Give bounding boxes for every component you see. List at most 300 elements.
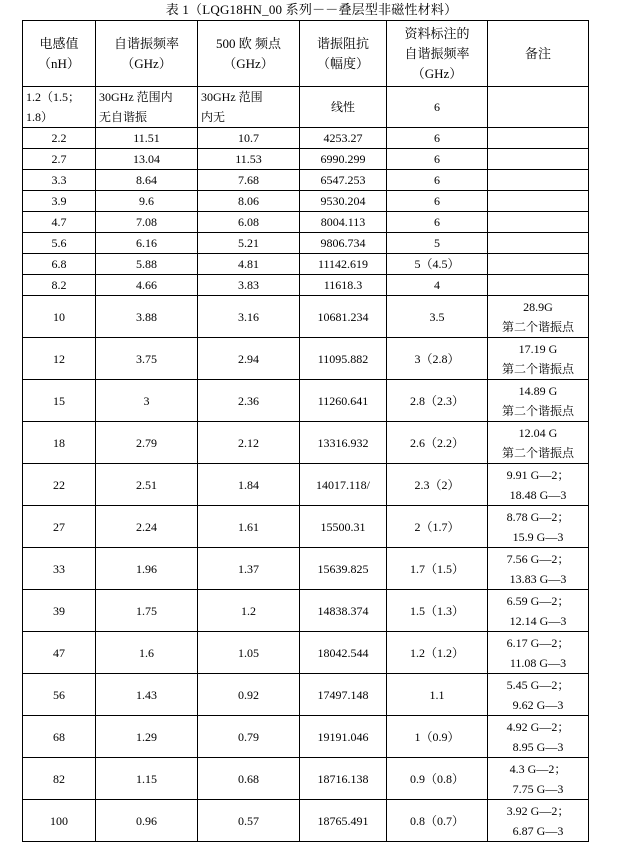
freq500-cell-line: 0.68	[238, 771, 259, 786]
table-row	[23, 87, 589, 128]
inductance-cell-line: 18	[53, 435, 65, 450]
note-cell-line: 13.83 G—3	[509, 571, 567, 586]
freq500-cell	[198, 254, 300, 275]
srf-cell-line: 0.96	[136, 813, 157, 828]
spec-srf-cell	[387, 590, 488, 632]
srf-cell-line: 6.16	[136, 236, 157, 250]
spec-srf-cell-line: 5	[434, 236, 440, 250]
header-spec-srf-line: （GHz）	[411, 65, 463, 81]
note-cell-line: 4.3 G—2；	[509, 761, 567, 776]
impedance-cell-line: 6990.299	[320, 152, 366, 166]
spec-srf-cell	[387, 128, 488, 149]
freq500-cell-line: 内无	[201, 110, 226, 124]
srf-cell	[96, 506, 198, 548]
freq500-cell	[198, 758, 300, 800]
table-row	[23, 212, 589, 233]
impedance-cell-line: 11260.641	[317, 393, 369, 408]
inductance-cell-line: 1.2（1.5；	[26, 90, 81, 104]
spec-srf-cell-line: 4	[434, 278, 440, 292]
impedance-cell	[300, 758, 387, 800]
spec-srf-cell	[387, 800, 488, 842]
spec-srf-cell-line: 2.3（2）	[414, 477, 460, 492]
freq500-cell-line: 4.81	[238, 257, 259, 271]
note-cell	[488, 128, 589, 149]
impedance-cell	[300, 506, 387, 548]
table-row	[23, 464, 589, 506]
freq500-cell	[198, 590, 300, 632]
srf-cell	[96, 170, 198, 191]
inductance-cell-line: 33	[53, 561, 65, 576]
inductance-cell-line: 15	[53, 393, 65, 408]
spec-srf-cell	[387, 464, 488, 506]
table-row	[23, 296, 589, 338]
srf-cell-line: 无自谐振	[99, 110, 148, 124]
note-cell-line: 6.87 G—3	[512, 823, 564, 838]
impedance-cell	[300, 275, 387, 296]
srf-cell-line: 2.51	[136, 477, 157, 492]
freq500-cell	[198, 149, 300, 170]
inductance-cell	[23, 212, 96, 233]
spec-srf-cell-line: 2.8（2.3）	[409, 393, 464, 408]
spec-srf-cell-line: 0.9（0.8）	[409, 771, 464, 786]
spec-srf-cell-line: 5（4.5）	[414, 257, 460, 271]
impedance-cell	[300, 464, 387, 506]
spec-srf-cell-line: 6	[434, 131, 440, 145]
inductance-cell	[23, 296, 96, 338]
impedance-cell-line: 11618.3	[323, 278, 363, 292]
header-impedance-line: 谐振阻抗	[316, 35, 369, 51]
spec-srf-cell	[387, 674, 488, 716]
srf-cell-line: 3.75	[136, 351, 157, 366]
inductance-cell-line: 3.3	[51, 173, 67, 187]
inductance-cell	[23, 674, 96, 716]
impedance-cell-line: 9806.734	[320, 236, 366, 250]
srf-cell	[96, 380, 198, 422]
header-srf	[96, 21, 198, 87]
impedance-cell-line: 17497.148	[317, 687, 369, 702]
note-cell	[488, 548, 589, 590]
header-row	[23, 21, 589, 87]
freq500-cell	[198, 212, 300, 233]
inductance-cell-line: 5.6	[51, 236, 67, 250]
table-row	[23, 275, 589, 296]
table-row	[23, 800, 589, 842]
freq500-cell-line: 6.08	[238, 215, 259, 229]
spec-srf-cell-line: 2.6（2.2）	[409, 435, 464, 450]
note-cell-line: 17.19 G	[518, 341, 558, 356]
inductance-cell	[23, 506, 96, 548]
inductor-table	[22, 20, 589, 842]
spec-srf-cell	[387, 170, 488, 191]
srf-cell-line: 13.04	[133, 152, 160, 166]
spec-srf-cell-line: 1.1	[429, 687, 445, 702]
note-cell	[488, 254, 589, 275]
inductance-cell-line: 4.7	[51, 215, 67, 229]
impedance-cell	[300, 590, 387, 632]
freq500-cell-line: 1.61	[238, 519, 259, 534]
inductance-cell	[23, 128, 96, 149]
impedance-cell	[300, 170, 387, 191]
note-cell-line: 8.95 G—3	[512, 739, 564, 754]
table-row	[23, 191, 589, 212]
freq500-cell-line: 30GHz 范围	[201, 90, 263, 104]
spec-srf-cell	[387, 380, 488, 422]
srf-cell	[96, 128, 198, 149]
note-cell-line: 18.48 G—3	[509, 487, 567, 502]
impedance-cell	[300, 87, 387, 128]
note-cell-line: 第二个谐振点	[501, 319, 574, 334]
note-cell	[488, 191, 589, 212]
table-row	[23, 338, 589, 380]
inductance-cell-line: 2.2	[51, 131, 67, 145]
srf-cell	[96, 254, 198, 275]
header-500ohm-freq	[198, 21, 300, 87]
freq500-cell	[198, 191, 300, 212]
note-cell-line: 6.17 G—2；	[506, 635, 570, 650]
srf-cell	[96, 716, 198, 758]
note-cell	[488, 275, 589, 296]
inductance-cell	[23, 149, 96, 170]
impedance-cell	[300, 548, 387, 590]
impedance-cell-line: 14017.118/	[316, 477, 370, 492]
header-500ohm-freq-line: （GHz）	[223, 55, 274, 71]
table-row	[23, 758, 589, 800]
inductance-cell-line: 47	[53, 645, 65, 660]
spec-srf-cell-line: 6	[434, 152, 440, 166]
srf-cell-line: 4.66	[136, 278, 157, 292]
srf-cell-line: 7.08	[136, 215, 157, 229]
header-note-line: 备注	[524, 45, 551, 61]
note-cell-line: 4.92 G—2；	[506, 719, 570, 734]
freq500-cell-line: 2.36	[238, 393, 259, 408]
spec-srf-cell	[387, 758, 488, 800]
srf-cell-line: 1.96	[136, 561, 157, 576]
freq500-cell	[198, 275, 300, 296]
note-cell	[488, 758, 589, 800]
freq500-cell	[198, 233, 300, 254]
inductance-cell-line: 2.7	[51, 152, 67, 166]
inductance-cell	[23, 800, 96, 842]
note-cell-line: 第二个谐振点	[501, 445, 574, 460]
impedance-cell	[300, 254, 387, 275]
header-impedance	[300, 21, 387, 87]
inductance-cell	[23, 191, 96, 212]
spec-srf-cell-line: 0.8（0.7）	[409, 813, 464, 828]
srf-cell-line: 8.64	[136, 173, 157, 187]
freq500-cell-line: 5.21	[238, 236, 259, 250]
srf-cell-line: 30GHz 范围内	[99, 90, 173, 104]
inductance-cell	[23, 590, 96, 632]
freq500-cell-line: 11.53	[235, 152, 262, 166]
note-cell-line: 8.78 G—2；	[506, 509, 570, 524]
freq500-cell-line: 1.37	[238, 561, 259, 576]
freq500-cell	[198, 87, 300, 128]
header-impedance-line: （幅度）	[316, 55, 369, 71]
freq500-cell-line: 1.05	[238, 645, 259, 660]
header-inductance-line: （nH）	[38, 55, 80, 71]
table-row	[23, 128, 589, 149]
inductance-cell-line: 100	[50, 813, 68, 828]
srf-cell-line: 2.24	[136, 519, 157, 534]
srf-cell-line: 3	[143, 393, 150, 408]
note-cell-line: 第二个谐振点	[501, 361, 574, 376]
inductance-cell-line: 56	[53, 687, 65, 702]
spec-srf-cell	[387, 149, 488, 170]
spec-srf-cell	[387, 275, 488, 296]
table-row	[23, 548, 589, 590]
note-cell	[488, 716, 589, 758]
srf-cell	[96, 590, 198, 632]
note-cell	[488, 632, 589, 674]
freq500-cell-line: 3.16	[238, 309, 259, 324]
impedance-cell	[300, 674, 387, 716]
srf-cell-line: 11.51	[133, 131, 160, 145]
note-cell	[488, 674, 589, 716]
freq500-cell	[198, 338, 300, 380]
table-row	[23, 233, 589, 254]
note-cell-line: 12.14 G—3	[509, 613, 567, 628]
impedance-cell	[300, 422, 387, 464]
header-srf-line: 自谐振频率	[113, 35, 179, 51]
note-cell	[488, 87, 589, 128]
spec-srf-cell	[387, 254, 488, 275]
inductance-cell	[23, 254, 96, 275]
spec-srf-cell-line: 1.7（1.5）	[409, 561, 464, 576]
srf-cell	[96, 758, 198, 800]
note-cell	[488, 464, 589, 506]
impedance-cell-line: 10681.234	[317, 309, 369, 324]
freq500-cell	[198, 296, 300, 338]
srf-cell-line: 1.75	[136, 603, 157, 618]
srf-cell	[96, 338, 198, 380]
header-note	[488, 21, 589, 87]
inductance-cell-line: 8.2	[51, 278, 67, 292]
spec-srf-cell	[387, 233, 488, 254]
impedance-cell-line: 15639.825	[317, 561, 369, 576]
note-cell	[488, 422, 589, 464]
srf-cell-line: 5.88	[136, 257, 157, 271]
impedance-cell	[300, 191, 387, 212]
header-spec-srf	[387, 21, 488, 87]
freq500-cell	[198, 422, 300, 464]
freq500-cell	[198, 800, 300, 842]
note-cell-line: 14.89 G	[518, 383, 558, 398]
inductance-cell-line: 6.8	[51, 257, 67, 271]
freq500-cell-line: 1.84	[238, 477, 259, 492]
spec-srf-cell	[387, 422, 488, 464]
inductance-cell	[23, 380, 96, 422]
freq500-cell-line: 8.06	[238, 194, 259, 208]
srf-cell-line: 9.6	[139, 194, 154, 208]
impedance-cell-line: 19191.046	[317, 729, 369, 744]
header-spec-srf-line: 资料标注的	[404, 25, 470, 41]
table-caption: 表 1（LQG18HN_00 系列－－叠层型非磁性材料）	[165, 2, 458, 17]
freq500-cell-line: 2.94	[238, 351, 259, 366]
spec-srf-cell-line: 1.5（1.3）	[409, 603, 464, 618]
inductance-cell-line: 3.9	[51, 194, 67, 208]
spec-srf-cell-line: 1（0.9）	[414, 729, 460, 744]
inductance-cell-line: 22	[53, 477, 65, 492]
note-cell	[488, 149, 589, 170]
inductance-cell	[23, 422, 96, 464]
impedance-cell	[300, 800, 387, 842]
spec-srf-cell	[387, 632, 488, 674]
freq500-cell	[198, 674, 300, 716]
freq500-cell-line: 0.79	[238, 729, 259, 744]
note-cell-line: 15.9 G—3	[512, 529, 564, 544]
srf-cell	[96, 422, 198, 464]
spec-srf-cell	[387, 548, 488, 590]
freq500-cell-line: 3.83	[238, 278, 259, 292]
spec-srf-cell-line: 6	[434, 215, 440, 229]
srf-cell	[96, 632, 198, 674]
srf-cell	[96, 548, 198, 590]
impedance-cell-line: 4253.27	[323, 131, 363, 145]
impedance-cell-line: 11095.882	[317, 351, 369, 366]
note-cell-line: 6.59 G—2；	[506, 593, 570, 608]
freq500-cell	[198, 380, 300, 422]
note-cell	[488, 590, 589, 632]
impedance-cell-line: 11142.619	[317, 257, 369, 271]
srf-cell-line: 1.6	[139, 645, 154, 660]
impedance-cell-line: 14838.374	[317, 603, 369, 618]
impedance-cell	[300, 296, 387, 338]
note-cell	[488, 800, 589, 842]
srf-cell	[96, 233, 198, 254]
impedance-cell-line: 13316.932	[317, 435, 369, 450]
srf-cell-line: 1.43	[136, 687, 157, 702]
freq500-cell	[198, 506, 300, 548]
note-cell	[488, 212, 589, 233]
impedance-cell-line: 9530.204	[320, 194, 366, 208]
freq500-cell	[198, 548, 300, 590]
freq500-cell	[198, 170, 300, 191]
inductance-cell-line: 27	[53, 519, 65, 534]
note-cell-line: 5.45 G—2；	[506, 677, 570, 692]
impedance-cell	[300, 632, 387, 674]
inductance-cell-line: 68	[53, 729, 65, 744]
srf-cell	[96, 275, 198, 296]
spec-srf-cell	[387, 716, 488, 758]
spec-srf-cell-line: 6	[434, 173, 440, 187]
header-spec-srf-line: 自谐振频率	[404, 45, 470, 61]
freq500-cell	[198, 632, 300, 674]
srf-cell-line: 3.88	[136, 309, 157, 324]
header-inductance	[23, 21, 96, 87]
note-cell	[488, 380, 589, 422]
srf-cell-line: 1.29	[136, 729, 157, 744]
inductance-cell-line: 10	[53, 309, 65, 324]
inductance-cell	[23, 87, 96, 128]
srf-cell	[96, 191, 198, 212]
spec-srf-cell-line: 1.2（1.2）	[409, 645, 464, 660]
table-row	[23, 422, 589, 464]
spec-srf-cell-line: 6	[434, 194, 440, 208]
impedance-cell-line: 8004.113	[320, 215, 366, 229]
impedance-cell-line: 18765.491	[317, 813, 369, 828]
freq500-cell-line: 0.57	[238, 813, 259, 828]
impedance-cell	[300, 338, 387, 380]
note-cell-line: 11.08 G—3	[509, 655, 567, 670]
freq500-cell-line: 7.68	[238, 173, 259, 187]
table-row	[23, 380, 589, 422]
srf-cell-line: 1.15	[136, 771, 157, 786]
table-row	[23, 149, 589, 170]
note-cell	[488, 233, 589, 254]
impedance-cell	[300, 380, 387, 422]
inductance-cell	[23, 464, 96, 506]
spec-srf-cell-line: 2（1.7）	[414, 519, 460, 534]
impedance-cell	[300, 149, 387, 170]
freq500-cell-line: 1.2	[241, 603, 256, 618]
note-cell-line: 9.62 G—3	[512, 697, 564, 712]
spec-srf-cell	[387, 212, 488, 233]
inductance-cell-line: 39	[53, 603, 65, 618]
inductance-cell	[23, 716, 96, 758]
freq500-cell	[198, 716, 300, 758]
inductance-cell	[23, 548, 96, 590]
header-inductance-line: 电感值	[39, 35, 79, 51]
note-cell-line: 第二个谐振点	[501, 403, 574, 418]
table-row	[23, 590, 589, 632]
table-row	[23, 716, 589, 758]
note-cell	[488, 296, 589, 338]
freq500-cell	[198, 128, 300, 149]
impedance-cell	[300, 716, 387, 758]
impedance-cell	[300, 212, 387, 233]
inductance-cell	[23, 275, 96, 296]
srf-cell	[96, 87, 198, 128]
freq500-cell-line: 2.12	[238, 435, 259, 450]
spec-srf-cell-line: 3（2.8）	[414, 351, 460, 366]
inductance-cell	[23, 632, 96, 674]
spec-srf-cell	[387, 506, 488, 548]
impedance-cell	[300, 128, 387, 149]
table-row	[23, 170, 589, 191]
impedance-cell-line: 15500.31	[320, 519, 366, 534]
inductance-cell-line: 82	[53, 771, 65, 786]
inductance-cell-line: 12	[53, 351, 65, 366]
inductance-cell	[23, 233, 96, 254]
note-cell	[488, 506, 589, 548]
note-cell-line: 3.92 G—2；	[506, 803, 570, 818]
srf-cell-line: 2.79	[136, 435, 157, 450]
spec-srf-cell	[387, 87, 488, 128]
note-cell-line: 7.75 G—3	[512, 781, 564, 796]
impedance-cell-line: 18716.138	[317, 771, 369, 786]
table-row	[23, 254, 589, 275]
srf-cell	[96, 149, 198, 170]
impedance-cell-line: 18042.544	[317, 645, 369, 660]
note-cell	[488, 170, 589, 191]
freq500-cell-line: 10.7	[238, 131, 259, 145]
srf-cell	[96, 464, 198, 506]
impedance-cell-line: 线性	[330, 100, 355, 114]
spec-srf-cell-line: 6	[434, 100, 440, 114]
srf-cell	[96, 674, 198, 716]
srf-cell	[96, 800, 198, 842]
inductance-cell-line: 1.8）	[26, 110, 54, 124]
header-500ohm-freq-line: 500 欧 频点	[215, 35, 281, 51]
note-cell	[488, 338, 589, 380]
note-cell-line: 12.04 G	[518, 425, 558, 440]
spec-srf-cell	[387, 338, 488, 380]
srf-cell	[96, 212, 198, 233]
srf-cell	[96, 296, 198, 338]
inductance-cell	[23, 758, 96, 800]
note-cell-line: 9.91 G—2；	[506, 467, 570, 482]
spec-srf-cell	[387, 296, 488, 338]
